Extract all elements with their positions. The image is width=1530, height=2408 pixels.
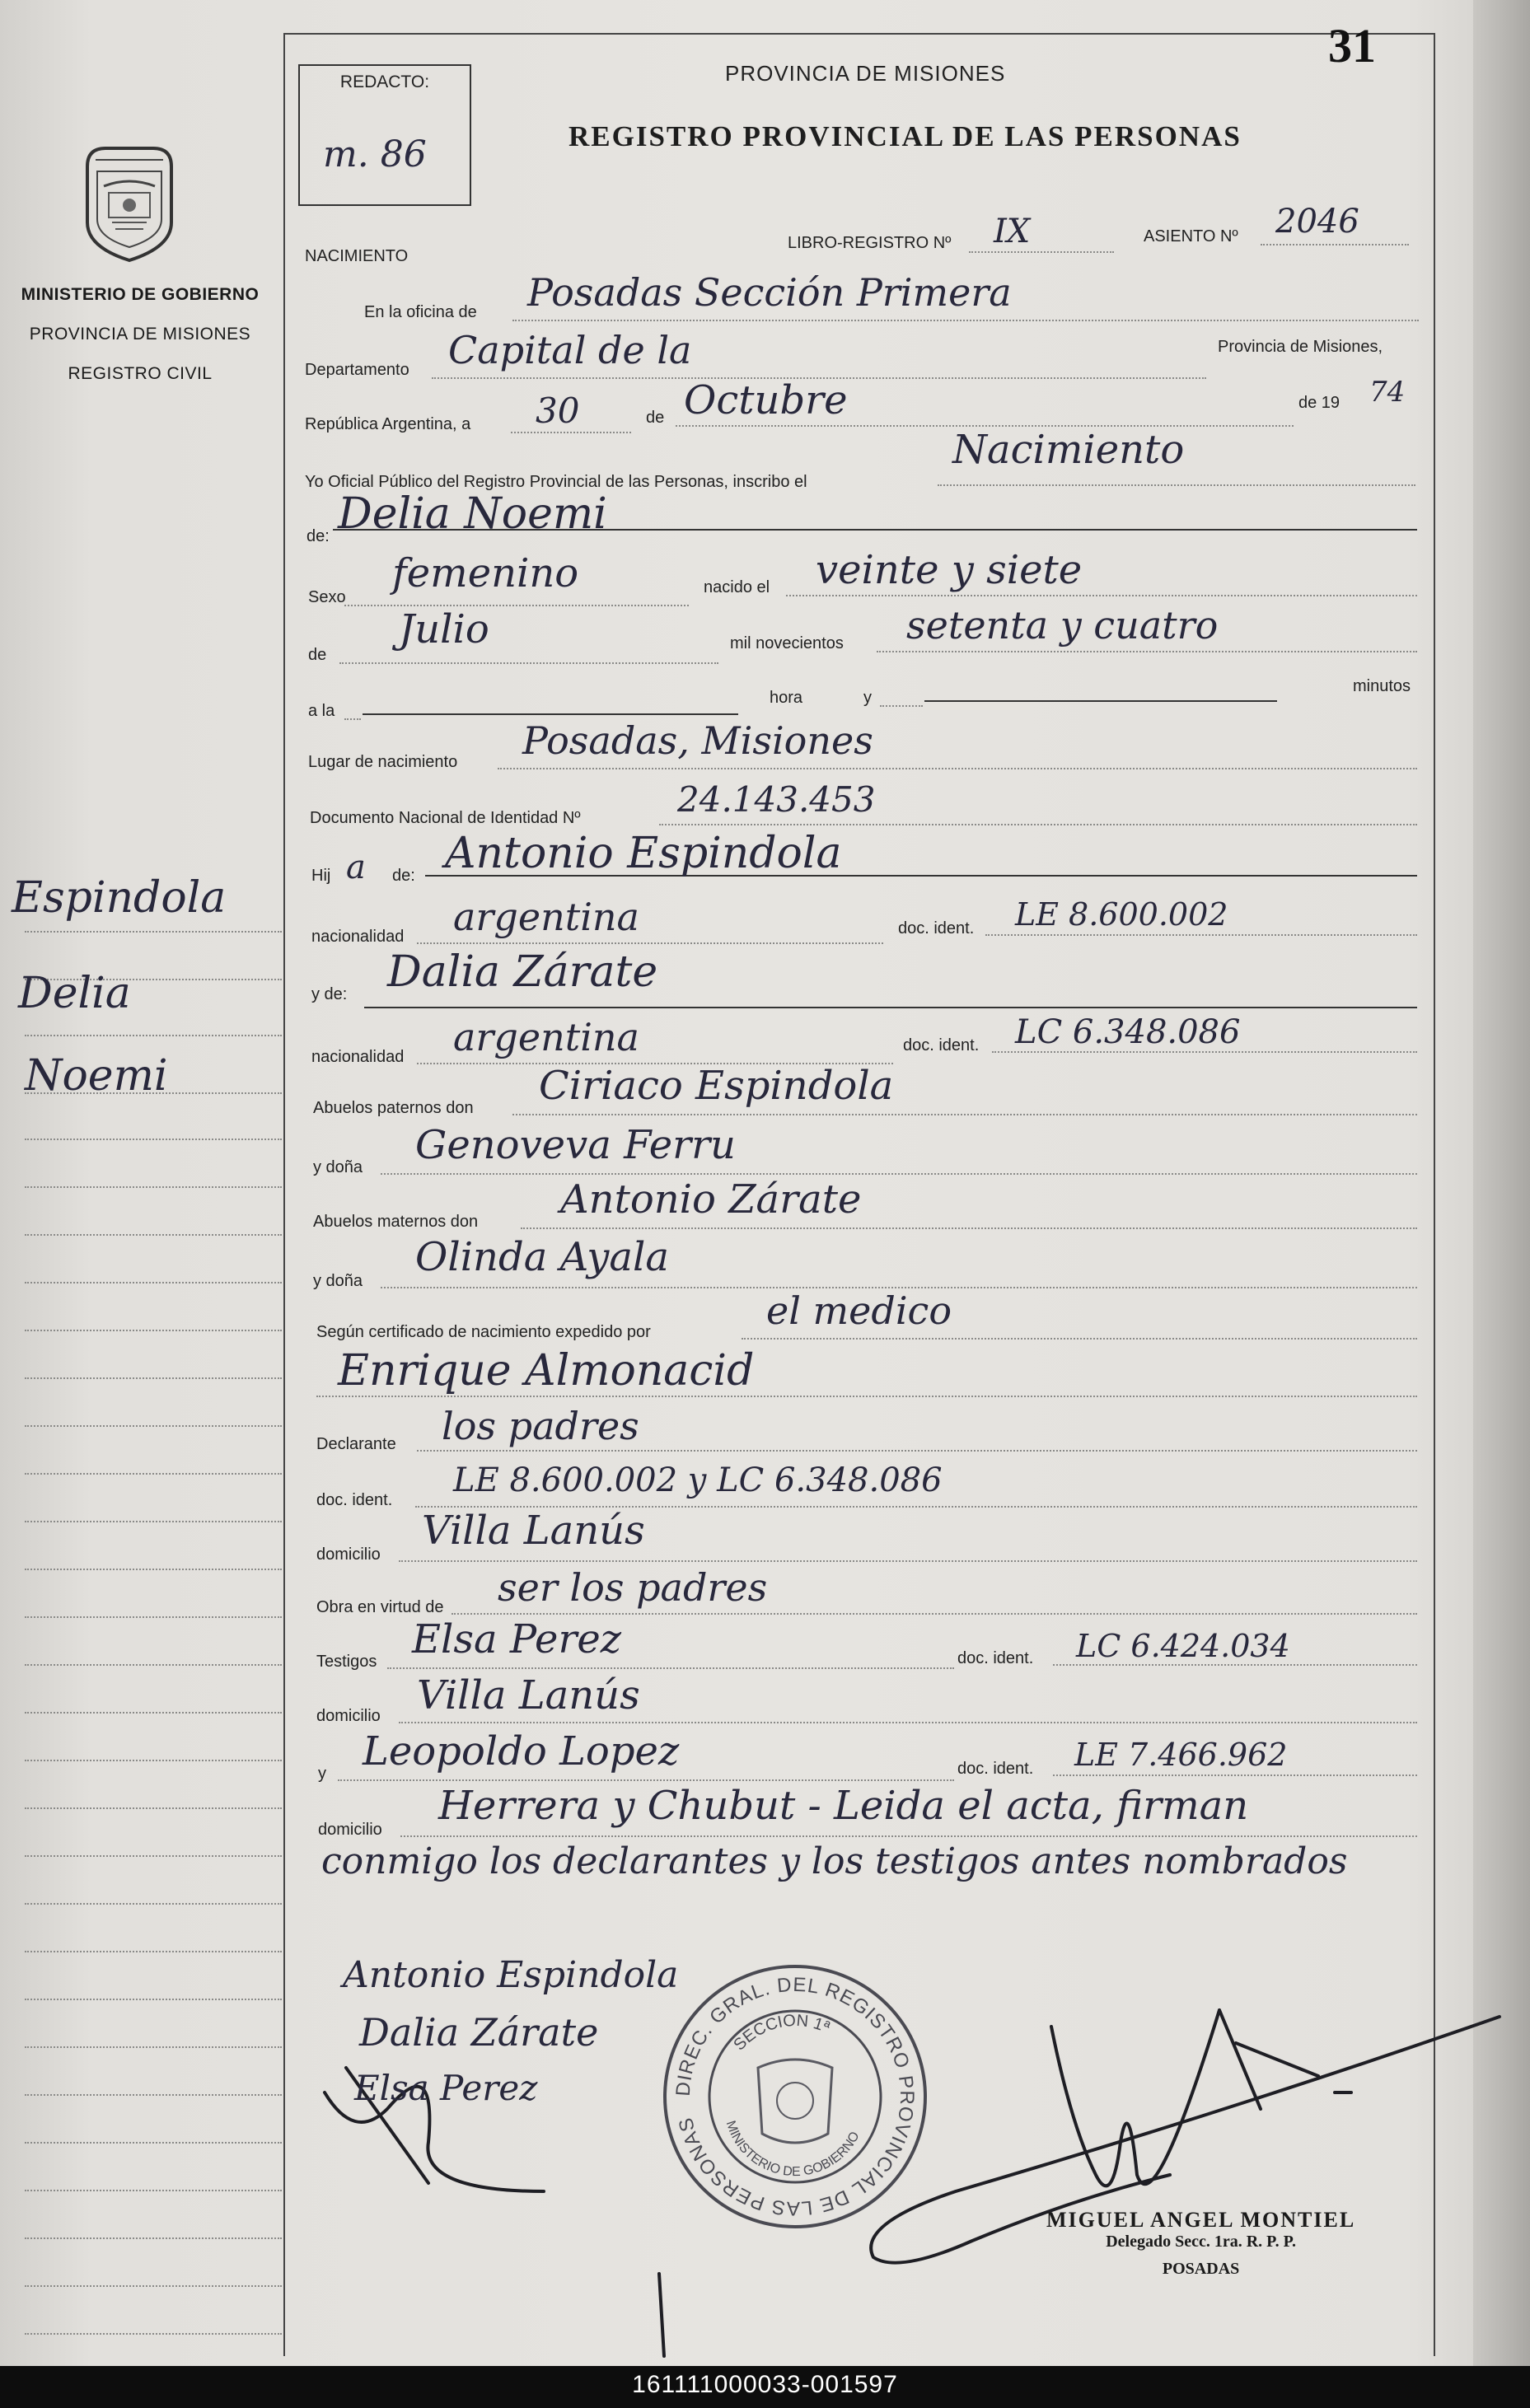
departamento-label: Departamento	[305, 361, 409, 379]
y2-label: y	[318, 1765, 326, 1783]
dom2-value: Villa Lanús	[417, 1672, 640, 1718]
mil-line	[877, 651, 1417, 652]
margin-line	[25, 1569, 282, 1570]
mother-line	[364, 1007, 1417, 1008]
dom1-value: Villa Lanús	[422, 1508, 645, 1554]
hija-de-label: de:	[392, 867, 415, 885]
de2-label: de	[308, 646, 327, 664]
day-line	[511, 432, 631, 433]
hija-label: Hij	[311, 867, 331, 885]
dni-value: 24.143.453	[677, 779, 876, 820]
doc5-value: LE 7.466.962	[1074, 1737, 1288, 1773]
asiento-line	[1261, 244, 1409, 245]
oficial-line	[938, 484, 1415, 486]
margin-line	[25, 2285, 282, 2287]
abuela-mat-value: Olinda Ayala	[415, 1234, 669, 1280]
year-prefix: de 19	[1298, 394, 1341, 412]
stamp-bottom-text: MINISTERIO DE GOBIERNO	[723, 2119, 863, 2180]
dom2-line	[399, 1722, 1417, 1723]
margin-surname: Espindola	[12, 873, 227, 923]
nacido-line	[786, 595, 1417, 596]
margin-line	[25, 1903, 282, 1905]
oficina-value: Posadas Sección Primera	[527, 270, 1012, 315]
lugar-line	[498, 768, 1417, 769]
libro-value: IX	[994, 213, 1031, 250]
margin-line	[25, 2333, 282, 2335]
margin-line	[25, 1760, 282, 1761]
page-number: 31	[1328, 19, 1376, 72]
minutos-label: minutos	[1353, 677, 1411, 695]
asiento-value: 2046	[1275, 203, 1359, 241]
file-id: 161111000033-001597	[632, 2371, 898, 2398]
nac1-value: argentina	[453, 895, 639, 939]
de-name-label: de:	[306, 527, 330, 545]
oficial-label: Yo Oficial Público del Registro Provincial de las Personas, inscribo el	[305, 473, 807, 491]
margin-line	[25, 1999, 282, 2000]
dom3-label: domicilio	[318, 1821, 382, 1839]
official-name: MIGUEL ANGEL MONTIEL	[1046, 2208, 1356, 2232]
dni-label: Documento Nacional de Identidad Nº	[310, 809, 581, 827]
dni-line	[659, 824, 1417, 825]
mil-label: mil novecientos	[730, 634, 844, 652]
lugar-label: Lugar de nacimiento	[308, 753, 458, 771]
registry-title: REGISTRO PROVINCIAL DE LAS PERSONAS	[568, 120, 1242, 152]
asiento-label: ASIENTO Nº	[1144, 227, 1238, 245]
y-de-label: y de:	[311, 985, 348, 1003]
oficina-line	[512, 320, 1419, 321]
margin-first-name: Delia	[18, 969, 131, 1018]
margin-line	[25, 1616, 282, 1618]
margin-line	[25, 1855, 282, 1857]
stamp-inner-text: SECCION 1ª	[730, 2011, 833, 2055]
dom3-line	[400, 1835, 1417, 1837]
hora-line	[363, 713, 738, 715]
minutos-line	[924, 700, 1277, 702]
obra-line	[452, 1613, 1417, 1615]
sexo-value: femenino	[392, 550, 579, 596]
official-role: Delegado Secc. 1ra. R. P. P.	[1106, 2233, 1296, 2251]
province-header: PROVINCIA DE MISIONES	[725, 61, 1006, 86]
lugar-value: Posadas, Misiones	[522, 718, 873, 763]
doc2-line	[992, 1051, 1417, 1053]
cert-line-2	[316, 1396, 1417, 1397]
sexo-label: Sexo	[308, 588, 346, 606]
testigos-label: Testigos	[316, 1653, 377, 1671]
republica-label: República Argentina, a	[305, 415, 471, 433]
margin-line	[25, 1951, 282, 1952]
name-value: Delia Noemi	[338, 489, 607, 539]
doc1-line	[985, 934, 1417, 936]
hora-label: hora	[770, 689, 803, 707]
declarante-label: Declarante	[316, 1435, 396, 1453]
dom1-label: domicilio	[316, 1545, 381, 1564]
abuelo-pat-line	[512, 1114, 1417, 1115]
provincia-label: Provincia de Misiones,	[1218, 338, 1383, 356]
month-birth-value: Julio	[399, 606, 489, 652]
mil-value: setenta y cuatro	[906, 603, 1219, 648]
doc2-label: doc. ident.	[903, 1036, 980, 1054]
margin-line	[25, 2190, 282, 2191]
signer-2: Dalia Zárate	[359, 2010, 599, 2055]
doc1-label: doc. ident.	[898, 919, 975, 937]
doc3-value: LE 8.600.002 y LC 6.348.086	[453, 1461, 943, 1499]
official-block	[1046, 2208, 1355, 2279]
margin-line	[25, 1186, 282, 1188]
cert-value-2: Enrique Almonacid	[338, 1346, 755, 1396]
a-la-label: a la	[308, 702, 335, 720]
doc5-line	[1053, 1774, 1417, 1776]
official-place: POSADAS	[1162, 2260, 1240, 2278]
nac1-label: nacionalidad	[311, 928, 405, 946]
y-label: y	[863, 689, 872, 707]
margin-line	[25, 2142, 282, 2144]
declarante-line	[417, 1450, 1417, 1452]
testigo1-line	[387, 1667, 954, 1669]
dona1-label: y doña	[313, 1158, 363, 1176]
page-edge	[1473, 0, 1530, 2366]
a-la-line	[344, 718, 361, 720]
nac2-label: nacionalidad	[311, 1048, 405, 1066]
oficial-value: Nacimiento	[952, 427, 1185, 473]
province-heading: PROVINCIA DE MISIONES	[29, 325, 251, 344]
margin-line	[25, 1035, 282, 1036]
declarante-value: los padres	[442, 1404, 639, 1448]
doc4-label: doc. ident.	[957, 1649, 1034, 1667]
abuelo-mat-line	[521, 1227, 1417, 1229]
nacido-value: veinte y siete	[816, 547, 1083, 593]
month-birth-line	[339, 662, 718, 664]
doc4-value: LC 6.424.034	[1076, 1628, 1290, 1664]
departamento-value: Capital de la	[448, 328, 692, 372]
mother-value: Dalia Zárate	[387, 947, 658, 997]
y-dot	[880, 705, 923, 707]
father-value: Antonio Espindola	[445, 829, 842, 878]
redacto-value: m. 86	[323, 133, 427, 175]
dom1-line	[399, 1560, 1417, 1562]
redacto-label: REDACTO:	[339, 72, 430, 91]
margin-line	[25, 1473, 282, 1475]
abuelos-pat-label: Abuelos paternos don	[313, 1099, 474, 1117]
abuelo-mat-value: Antonio Zárate	[560, 1176, 862, 1223]
registry-stamp-icon	[659, 1961, 931, 2233]
closing-value: conmigo los declarantes y los testigos antes nombrados	[321, 1840, 1348, 1882]
civil-registry-heading: REGISTRO CIVIL	[68, 364, 213, 383]
record-type-label: NACIMIENTO	[305, 247, 409, 265]
doc5-label: doc. ident.	[957, 1760, 1034, 1778]
doc3-label: doc. ident.	[316, 1491, 393, 1509]
testigo2-value: Leopoldo Lopez	[363, 1728, 680, 1774]
margin-line	[25, 1521, 282, 1522]
margin-line	[25, 931, 282, 933]
stamp-outer-text: DIREC. GRAL. DEL REGISTRO PROVINCIAL DE LAS PERSONAS	[671, 1973, 919, 2220]
margin-line	[25, 1330, 282, 1331]
margin-line	[25, 1377, 282, 1379]
cert-value: el medico	[766, 1288, 952, 1333]
signer-1: Antonio Espindola	[343, 1954, 679, 1996]
hija-suffix: a	[346, 849, 366, 886]
margin-line	[25, 1664, 282, 1666]
libro-label: LIBRO-REGISTRO Nº	[788, 234, 952, 252]
margin-line	[25, 2094, 282, 2096]
cert-line	[742, 1338, 1417, 1340]
nacido-label: nacido el	[704, 578, 770, 596]
testigo2-line	[338, 1779, 954, 1781]
cert-label: Según certificado de nacimiento expedido por	[316, 1323, 651, 1341]
nac1-line	[417, 942, 883, 944]
day-value: 30	[536, 390, 580, 431]
ministry-heading: MINISTERIO DE GOBIERNO	[21, 285, 260, 304]
libro-line	[969, 251, 1114, 253]
de-label: de	[646, 409, 665, 427]
abuela-pat-value: Genoveva Ferru	[415, 1122, 736, 1168]
doc4-line	[1053, 1664, 1417, 1666]
form-frame-right	[1434, 33, 1435, 2356]
coat-of-arms-icon	[79, 143, 180, 264]
doc1-value: LE 8.600.002	[1015, 896, 1228, 933]
nac2-value: argentina	[453, 1015, 639, 1059]
margin-line	[25, 2237, 282, 2239]
margin-line	[25, 1807, 282, 1809]
margin-line	[25, 1234, 282, 1236]
doc2-value: LC 6.348.086	[1015, 1013, 1241, 1051]
testigo1-value: Elsa Perez	[412, 1616, 622, 1662]
abuelos-mat-label: Abuelos maternos don	[313, 1213, 479, 1231]
obra-value: ser los padres	[498, 1565, 768, 1610]
margin-line	[25, 1425, 282, 1427]
dom3-value: Herrera y Chubut - Leida el acta, firman	[438, 1783, 1249, 1829]
obra-label: Obra en virtud de	[316, 1598, 444, 1616]
sexo-line	[344, 605, 689, 606]
signer-3: Elsa Perez	[354, 2068, 538, 2108]
dona2-label: y doña	[313, 1272, 363, 1290]
margin-line	[25, 1282, 282, 1283]
abuela-pat-line	[381, 1173, 1417, 1175]
form-frame-top	[283, 33, 1435, 35]
dom2-label: domicilio	[316, 1707, 381, 1725]
year-value: 74	[1369, 376, 1406, 409]
margin-line	[25, 1139, 282, 1140]
oficina-label: En la oficina de	[364, 303, 477, 321]
redacto-box	[298, 64, 471, 206]
month-value: Octubre	[684, 377, 848, 423]
form-frame-left	[283, 33, 285, 2356]
margin-second-name: Noemi	[25, 1051, 168, 1101]
margin-line	[25, 2046, 282, 2048]
svg-text:SECCION 1ª	[730, 2012, 833, 2055]
abuelo-pat-value: Ciriaco Espindola	[539, 1063, 894, 1109]
margin-line	[25, 1712, 282, 1714]
